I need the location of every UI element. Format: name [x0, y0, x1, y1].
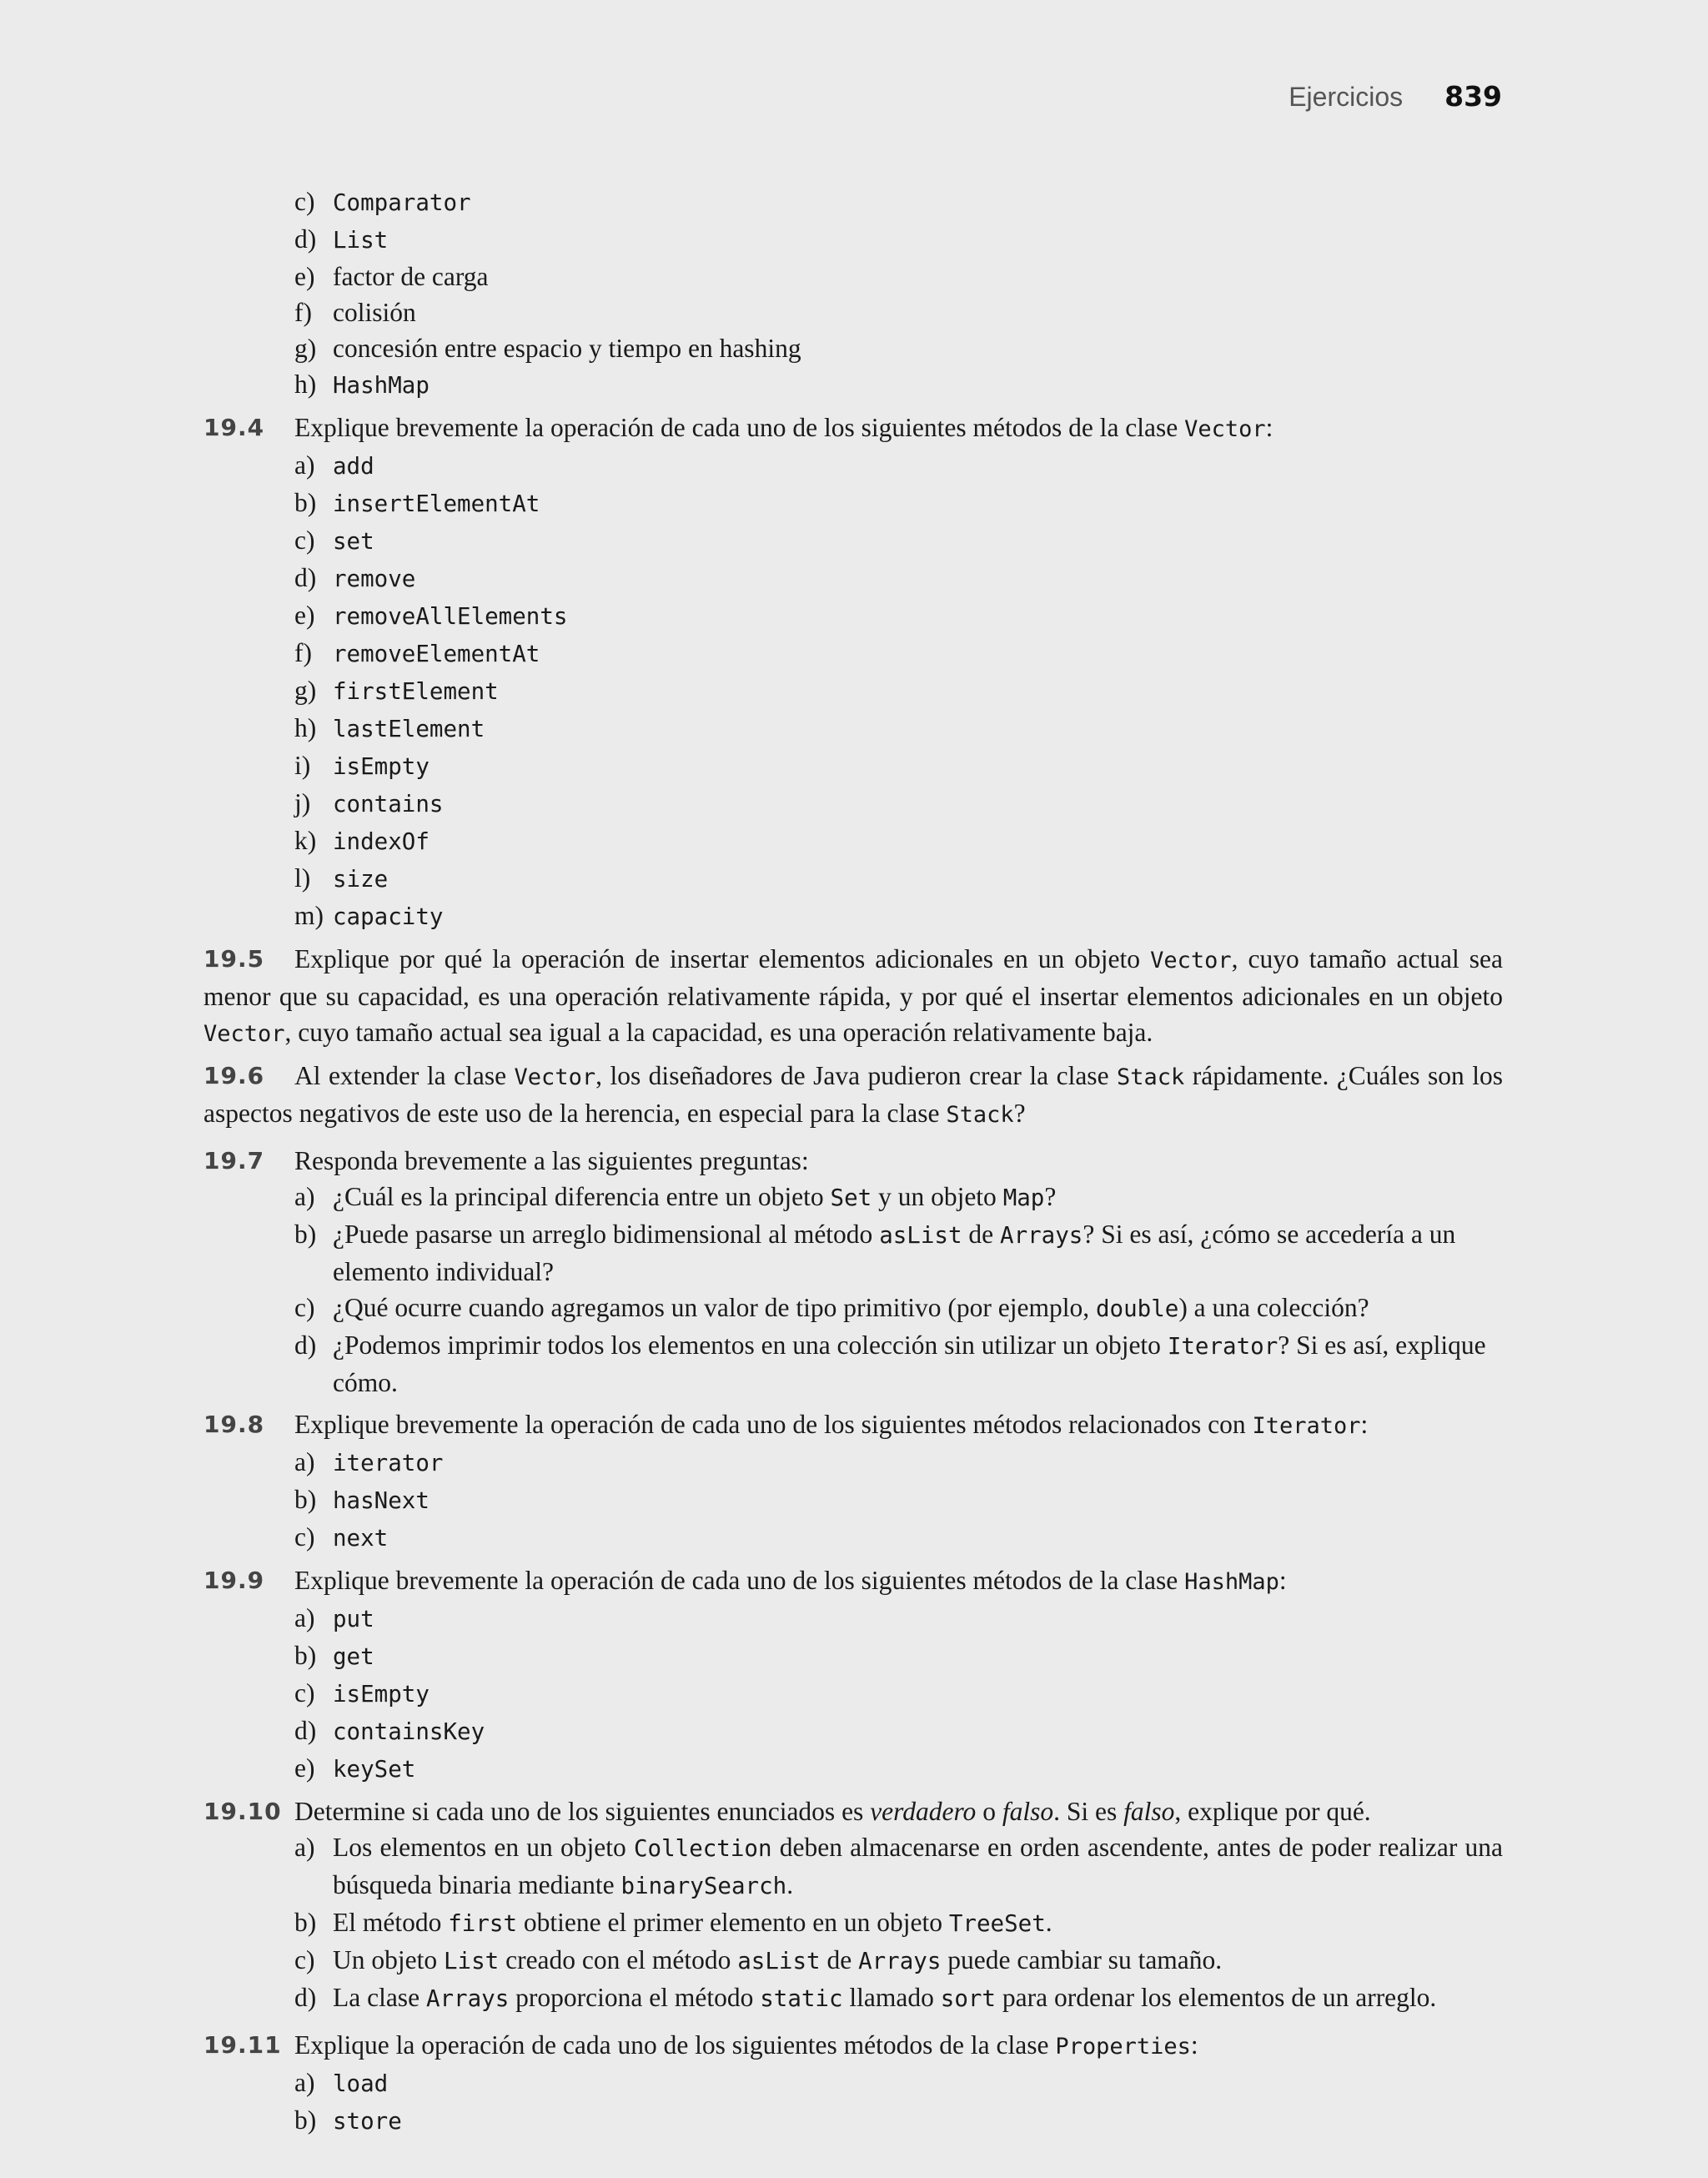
item-code: List	[333, 227, 389, 254]
type-name: double	[1095, 1295, 1179, 1322]
exercise-19-6	[203, 1058, 1503, 1133]
item-code: set	[333, 528, 374, 555]
item-label: f)	[294, 638, 312, 667]
item-label: a)	[294, 1603, 315, 1632]
list-item	[203, 1290, 1503, 1327]
class-name: Arrays	[1000, 1222, 1083, 1249]
text-run: llamado	[849, 1983, 934, 2012]
list-item	[203, 898, 1503, 935]
item-code: removeElementAt	[333, 641, 540, 667]
text-run: proporciona el método	[515, 1983, 754, 2012]
item-label: g)	[294, 676, 317, 705]
exercise-number: 19.10	[203, 1798, 282, 1825]
class-name: Stack	[1117, 1064, 1185, 1090]
exercise-number: 19.11	[203, 2031, 282, 2059]
exercise-number: 19.8	[203, 1411, 265, 1438]
class-name: Map	[1002, 1185, 1045, 1211]
item-code: keySet	[333, 1756, 416, 1783]
text-run: obtiene el primer elemento en un objeto	[523, 1908, 942, 1937]
exercise-intro: Explique brevemente la operación de cada uno de los siguientes métodos de la clase	[294, 1566, 1178, 1595]
keyword: static	[760, 1985, 843, 2012]
item-label: b)	[294, 2105, 317, 2135]
item-label: f)	[294, 298, 312, 327]
list-item	[203, 860, 1503, 898]
list-item	[203, 1713, 1503, 1750]
list-item	[203, 1327, 1503, 1401]
item-code: iterator	[333, 1450, 444, 1476]
exercise-number: 19.9	[203, 1567, 265, 1594]
list-item	[203, 221, 1503, 259]
list-item	[203, 1216, 1503, 1290]
punctuation: :	[1265, 413, 1273, 442]
item-label: d)	[294, 1716, 317, 1745]
text-run: creado con el método	[505, 1945, 731, 1974]
punctuation: :	[1190, 2030, 1198, 2060]
list-item	[203, 1444, 1503, 1481]
method-name: binarySearch	[620, 1873, 787, 1899]
item-code: Comparator	[333, 189, 471, 216]
item-label: b)	[294, 1908, 317, 1937]
exercise-text	[203, 941, 1503, 1052]
text-run: ¿Qué ocurre cuando agregamos un valor de tipo primitivo (por ejemplo,	[333, 1293, 1090, 1322]
class-name: Vector	[514, 1064, 596, 1090]
method-name: sort	[940, 1985, 996, 2012]
item-code: HashMap	[333, 372, 430, 399]
list-item	[203, 1979, 1503, 2017]
item-label: j)	[294, 788, 311, 817]
item-code: indexOf	[333, 828, 430, 855]
list-item	[203, 366, 1503, 404]
item-text: concesión entre espacio y tiempo en hashing	[333, 334, 801, 363]
list-item	[203, 747, 1503, 785]
item-code: firstElement	[333, 678, 499, 705]
item-code: remove	[333, 566, 416, 592]
page-header	[1289, 80, 1502, 113]
item-label: l)	[294, 863, 311, 893]
item-label: b)	[294, 488, 317, 517]
list-item	[203, 522, 1503, 560]
exercise-intro: Explique la operación de cada uno de los siguientes métodos de la clase	[294, 2030, 1049, 2060]
text-run: de	[826, 1945, 852, 1974]
item-label: d)	[294, 224, 317, 254]
item-label: d)	[294, 1330, 317, 1360]
exercise-19-8	[203, 1406, 1503, 1557]
item-label: c)	[294, 187, 315, 216]
class-name: Vector	[1150, 948, 1232, 973]
text-run: , los diseñadores de Java pudieron crear la clase	[595, 1061, 1109, 1090]
method-name: first	[448, 1910, 518, 1937]
item-code: size	[333, 866, 389, 893]
list-item	[203, 294, 1503, 330]
list-item	[203, 259, 1503, 294]
item-label: c)	[294, 1945, 315, 1974]
list-item	[203, 2102, 1503, 2140]
list-item	[203, 447, 1503, 485]
punctuation: :	[1360, 1410, 1369, 1439]
item-code: load	[333, 2070, 389, 2097]
list-item	[203, 597, 1503, 635]
class-name: Arrays	[425, 1985, 510, 2012]
item-label: b)	[294, 1641, 317, 1670]
list-item	[203, 785, 1503, 822]
text-run: Determine si cada uno de los siguientes enunciados es	[294, 1797, 864, 1826]
class-name: Vector	[203, 1021, 285, 1047]
list-item	[203, 1904, 1503, 1942]
item-code: hasNext	[333, 1487, 430, 1514]
list-item	[203, 822, 1503, 860]
text-run: puede cambiar su tamaño.	[947, 1945, 1223, 1974]
exercise-number: 19.5	[203, 945, 265, 973]
text-run: ¿Puede pasarse un arreglo bidimensional al método	[333, 1220, 873, 1249]
item-label: b)	[294, 1220, 317, 1249]
exercise-text	[203, 1562, 1503, 1600]
punctuation: :	[1278, 1566, 1287, 1595]
item-label: h)	[294, 370, 317, 399]
emphasis: falso	[1002, 1797, 1054, 1826]
list-item	[203, 560, 1503, 597]
method-name: asList	[737, 1948, 821, 1974]
page-number: 839	[1444, 80, 1502, 113]
text-run: Al extender la clase	[294, 1061, 507, 1090]
text-run: .	[1045, 1908, 1052, 1937]
item-label: c)	[294, 1522, 315, 1552]
class-name: Properties	[1055, 2034, 1191, 2060]
text-run: La clase	[333, 1983, 420, 2012]
item-label: b)	[294, 1485, 317, 1514]
item-code: store	[333, 2108, 402, 2135]
class-name: Iterator	[1252, 1413, 1361, 1439]
list-item	[203, 1481, 1503, 1519]
list-item	[203, 1179, 1503, 1216]
item-label: d)	[294, 563, 317, 592]
list-item	[203, 1675, 1503, 1713]
running-head: Ejercicios	[1289, 82, 1404, 112]
class-name: Vector	[1184, 416, 1266, 442]
text-run: . Si es	[1053, 1797, 1118, 1826]
text-run: ) a una colección?	[1178, 1293, 1369, 1322]
exercise-text	[203, 2027, 1503, 2065]
item-label: c)	[294, 1293, 315, 1322]
exercise-number: 19.4	[203, 414, 265, 441]
text-run: y un objeto	[878, 1182, 997, 1211]
text-run: Explique por qué la operación de insertar elementos adicionales en un objeto	[294, 944, 1141, 973]
text-run: Los elementos en un objeto	[333, 1833, 626, 1862]
exercise-19-4	[203, 410, 1503, 935]
item-label: i)	[294, 751, 311, 780]
exercise-intro: Explique brevemente la operación de cada uno de los siguientes métodos de la clase	[294, 413, 1178, 442]
item-code: containsKey	[333, 1718, 485, 1745]
emphasis: verdadero	[870, 1797, 977, 1826]
list-item	[203, 184, 1503, 221]
text-run: ¿Cuál es la principal diferencia entre un objeto	[333, 1182, 824, 1211]
page-content	[203, 184, 1503, 2140]
emphasis: falso	[1123, 1797, 1175, 1826]
text-run: Un objeto	[333, 1945, 438, 1974]
list-item	[203, 485, 1503, 522]
exercise-number: 19.7	[203, 1147, 265, 1175]
class-name: Iterator	[1167, 1333, 1278, 1360]
exercise-19-10	[203, 1793, 1503, 2017]
item-label: a)	[294, 2068, 315, 2097]
exercise-19-3-continued	[203, 184, 1503, 404]
class-name: List	[443, 1948, 500, 1974]
text-run: deben almacenarse en orden ascendente, antes de poder realizar una búsqueda binaria mediante	[333, 1833, 1504, 1899]
class-name: Set	[830, 1185, 872, 1211]
class-name: HashMap	[1184, 1569, 1279, 1595]
list-item	[203, 710, 1503, 747]
item-label: a)	[294, 1182, 315, 1211]
item-label: c)	[294, 526, 315, 555]
exercise-intro: Explique brevemente la operación de cada uno de los siguientes métodos relacionados con	[294, 1410, 1246, 1439]
text-run: , cuyo tamaño actual sea igual a la capacidad, es una operación relativamente baja.	[284, 1018, 1153, 1047]
exercise-text	[203, 1058, 1503, 1133]
list-item	[203, 1637, 1503, 1675]
item-label: e)	[294, 1753, 315, 1783]
exercise-19-9	[203, 1562, 1503, 1788]
item-text: colisión	[333, 298, 416, 327]
exercise-text: Responda brevemente a las siguientes preguntas:	[294, 1146, 809, 1175]
exercise-text	[203, 1406, 1503, 1444]
item-label: c)	[294, 1678, 315, 1708]
item-code: contains	[333, 791, 444, 817]
list-item	[203, 1519, 1503, 1557]
item-label: g)	[294, 334, 317, 363]
text-run: rápidamente. ¿Cuáles son los aspectos negativos de este uso de la herencia, en especial para la clase	[203, 1061, 1504, 1128]
item-code: insertElementAt	[333, 490, 540, 517]
item-code: next	[333, 1525, 389, 1552]
exercise-19-11	[203, 2027, 1503, 2140]
item-code: add	[333, 453, 374, 480]
item-label: e)	[294, 601, 315, 630]
list-item	[203, 635, 1503, 672]
item-label: a)	[294, 1833, 315, 1862]
text-run: de	[968, 1220, 994, 1249]
class-name: TreeSet	[948, 1910, 1046, 1937]
item-code: put	[333, 1606, 374, 1632]
item-text: factor de carga	[333, 262, 489, 291]
item-code: isEmpty	[333, 753, 430, 780]
item-code: capacity	[333, 903, 444, 930]
list-item	[203, 1750, 1503, 1788]
item-label: a)	[294, 1447, 315, 1476]
item-code: removeAllElements	[333, 603, 568, 630]
text-run: ¿Podemos imprimir todos los elementos en una colección sin utilizar un objeto	[333, 1330, 1161, 1360]
text-run: ? Si es así, ¿cómo se accedería a un elemento individual?	[333, 1220, 1456, 1286]
text-run: .	[786, 1870, 794, 1899]
text-run: o	[982, 1797, 996, 1826]
text-run: , cuyo tamaño actual sea menor que su capacidad, es una operación relativamente rápida, y por qué el insertar elementos adicionales en un objeto	[203, 944, 1503, 1011]
text-run: ?	[1013, 1099, 1026, 1128]
class-name: Arrays	[858, 1948, 942, 1974]
exercise-number: 19.6	[203, 1062, 265, 1089]
text-run: El método	[333, 1908, 442, 1937]
text-run: ? Si es así, explique cómo.	[333, 1330, 1486, 1397]
class-name: Stack	[946, 1102, 1014, 1128]
item-label: d)	[294, 1983, 317, 2012]
method-name: asList	[879, 1222, 962, 1249]
list-item	[203, 672, 1503, 710]
exercise-text	[203, 410, 1503, 447]
list-item	[203, 1829, 1503, 1904]
list-item	[203, 1942, 1503, 1979]
text-run: ?	[1044, 1182, 1057, 1211]
item-label: e)	[294, 262, 315, 291]
item-code: lastElement	[333, 716, 485, 742]
item-label: a)	[294, 450, 315, 480]
text-run: para ordenar los elementos de un arreglo.	[1002, 1983, 1437, 2012]
item-code: isEmpty	[333, 1681, 430, 1708]
class-name: Collection	[633, 1835, 772, 1862]
exercise-text	[203, 1793, 1503, 1829]
exercise-19-5	[203, 941, 1503, 1052]
list-item	[203, 330, 1503, 366]
item-code: get	[333, 1643, 374, 1670]
list-item	[203, 1600, 1503, 1637]
item-label: h)	[294, 713, 317, 742]
item-label: k)	[294, 826, 317, 855]
text-run: , explique por qué.	[1174, 1797, 1371, 1826]
exercise-19-7	[203, 1143, 1503, 1401]
item-label: m)	[294, 901, 324, 930]
list-item	[203, 2065, 1503, 2102]
